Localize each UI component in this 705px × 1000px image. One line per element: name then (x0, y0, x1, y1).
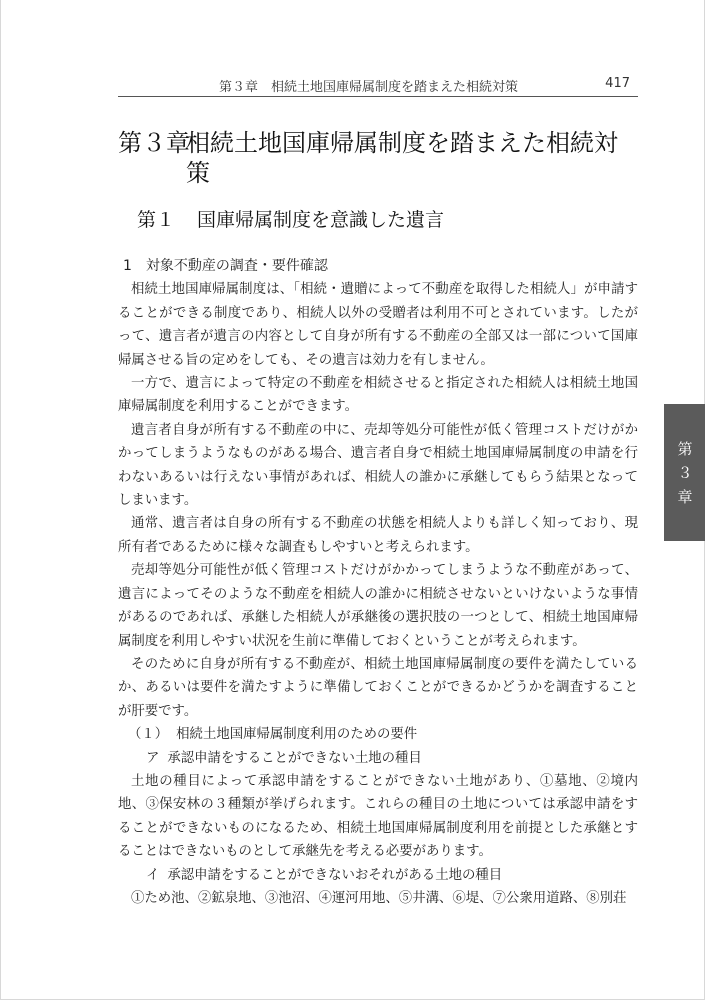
paragraph: 遺言者自身が所有する不動産の中に、売却等処分可能性が低く管理コストだけがかかってしまうようなものがある場合、遺言者自身で相続土地国庫帰属制度の申請を行わないあるいは行えない事情があれば、相続人の誰かに承継してもらう結果となってしまいます。 (118, 422, 638, 509)
body-text (118, 255, 638, 910)
paragraph: 売却等処分可能性が低く管理コストだけがかかってしまうような不動産があって、遺言によってそのような不動産を相続人の誰かに相続させないといけないような事情があるのであれば、承継した相続人が承継後の選択肢の一つとして、相続土地国庫帰属制度を利用しやすい状況を生前に準備しておくということが考えられます。 (118, 563, 638, 649)
item-label: ア (146, 750, 160, 766)
chapter-number: 第３章 (118, 129, 190, 157)
paragraph: 土地の種目によって承認申請をすることができない土地があり、①墓地、②境内地、③保安林の３種類が挙げられます。これらの種目の土地については承認申請をすることができないものになるため、相続土地国庫帰属制度利用を前提とした承継とすることはできないものとして承継先を考える必要があります。 (118, 773, 638, 860)
paragraph: そのために自身が所有する不動産が、相続土地国庫帰属制度の要件を満たしているか、あるいは要件を満たすように準備しておくことができるかどうかを調査することが肝要です。 (118, 656, 638, 719)
item-heading-i (118, 864, 638, 887)
item-number: （１） (128, 727, 169, 743)
page-number: 417 (605, 76, 630, 91)
running-header (118, 68, 638, 97)
paragraph: ①ため池、②鉱泉地、③池沼、④運河用地、⑤井溝、⑥堤、⑦公衆用道路、⑧別荘 (131, 890, 627, 906)
tab-char: ３ (677, 463, 693, 482)
item-heading-1 (118, 723, 638, 746)
subsection-number: 1 (123, 258, 132, 274)
section-number: 第１ (137, 209, 176, 231)
subsection-heading (118, 255, 638, 278)
chapter-title (118, 128, 646, 188)
tab-char: 第 (677, 439, 693, 458)
item-title: 相続土地国庫帰属制度利用のための要件 (176, 727, 418, 743)
item-title: 承認申請をすることができない土地の種目 (167, 750, 422, 766)
chapter-thumb-tab (664, 404, 705, 541)
paragraph: 一方で、遺言によって特定の不動産を相続させると指定された相続人は相続土地国庫帰属制度を利用することができます。 (118, 376, 638, 415)
chapter-title-text: 相続土地国庫帰属制度を踏まえた相続対策 (186, 129, 618, 187)
paragraph: 通常、遺言者は自身の所有する不動産の状態を相続人よりも詳しく知っており、現所有者であるために様々な調査もしやすいと考えられます。 (118, 516, 638, 555)
subsection-title: 対象不動産の調査・要件確認 (145, 258, 328, 274)
tab-char: 章 (677, 487, 693, 506)
item-title: 承認申請をすることができないおそれがある土地の種目 (167, 867, 503, 883)
item-label: イ (146, 867, 160, 883)
item-heading-a (118, 747, 638, 770)
running-title: 第３章 相続土地国庫帰属制度を踏まえた相続対策 (218, 80, 518, 95)
section-title-text: 国庫帰属制度を意識した遺言 (197, 209, 445, 231)
section-title (137, 205, 444, 232)
paragraph: 相続土地国庫帰属制度は、「相続・遺贈によって不動産を取得した相続人」が申請することができる制度であり、相続人以外の受贈者は利用不可とされています。したがって、遺言者が遺言の内容として自身が所有する不動産の全部又は一部について国庫帰属させる旨の定めをしても、その遺言は効力を有しません。 (118, 282, 638, 368)
